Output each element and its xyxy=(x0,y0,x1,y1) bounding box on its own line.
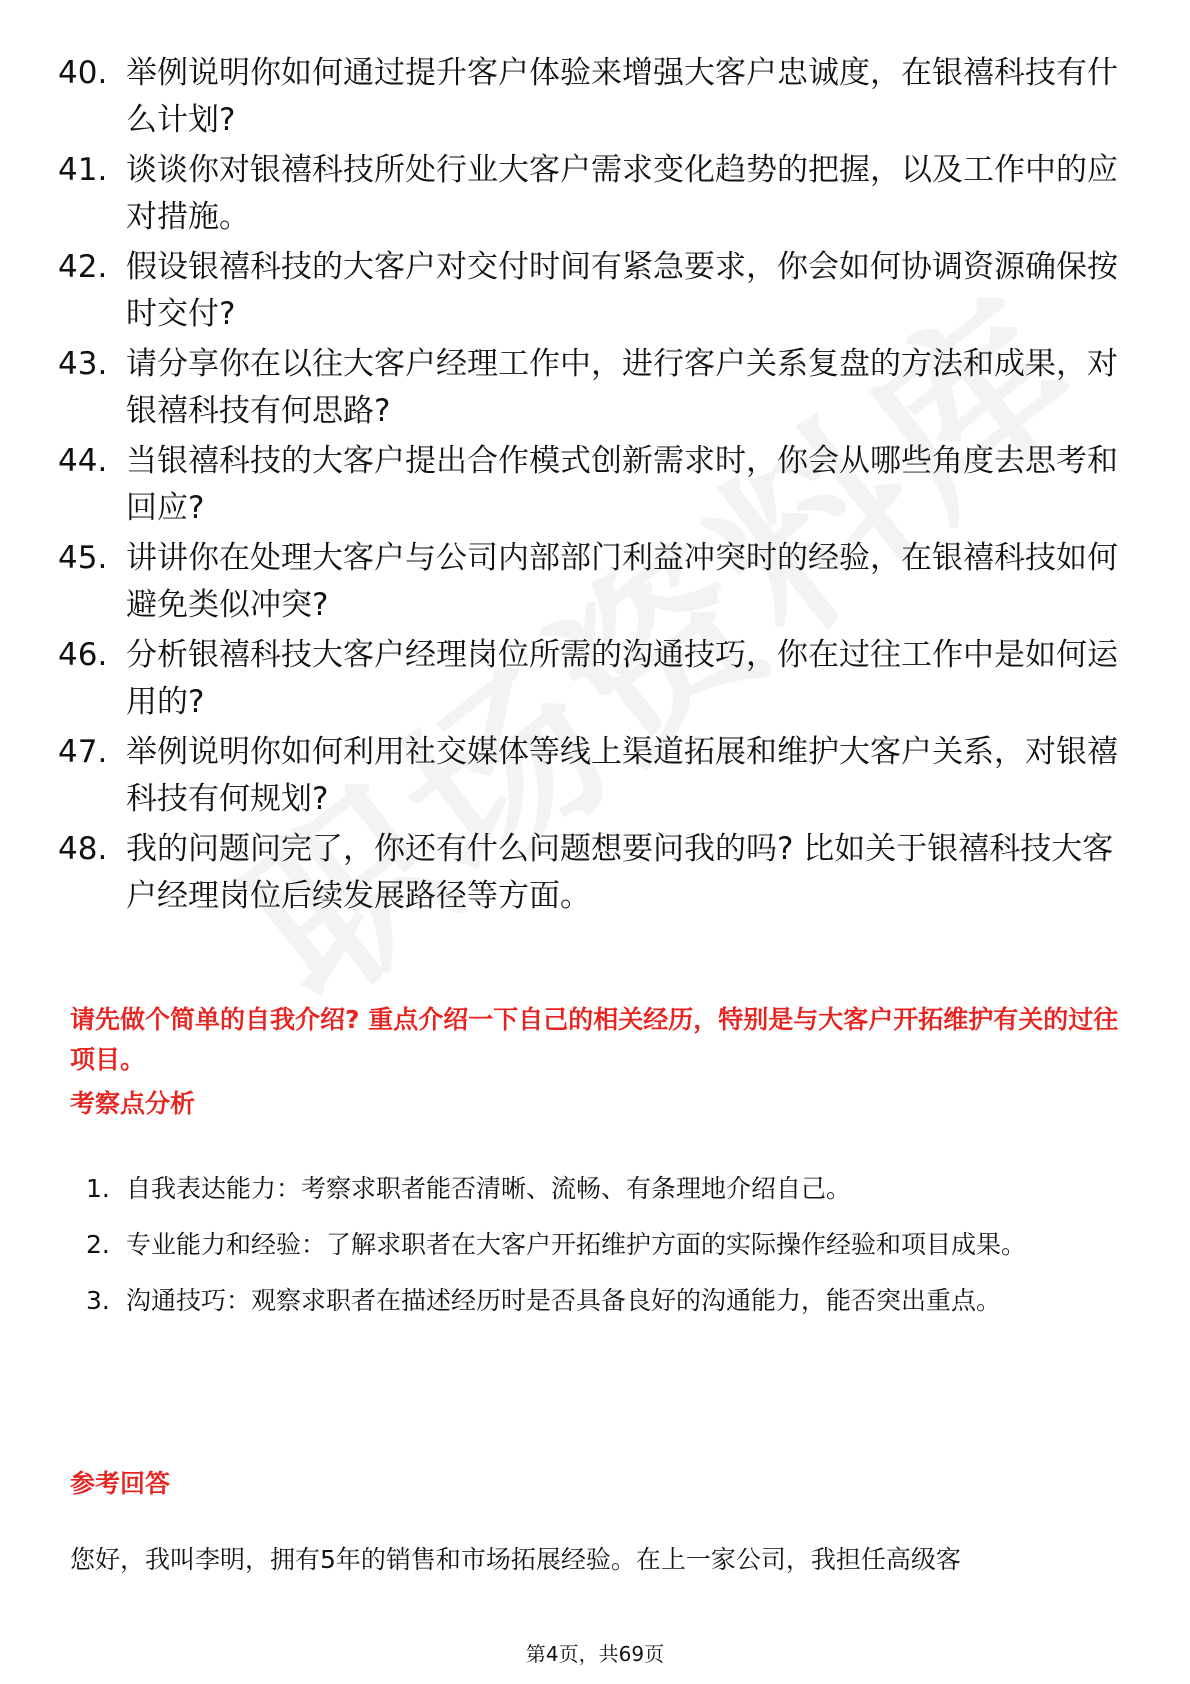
list-item xyxy=(58,147,1118,241)
question-text: 假设银禧科技的大客户对交付时间有紧急要求，你会如何协调资源确保按时交付? xyxy=(126,249,1118,332)
analysis-number: 3. xyxy=(86,1286,110,1315)
question-text: 谈谈你对银禧科技所处行业大客户需求变化趋势的把握，以及工作中的应对措施。 xyxy=(126,152,1118,235)
list-item xyxy=(58,632,1118,726)
question-number: 47. xyxy=(58,734,108,770)
analysis-text: 专业能力和经验：了解求职者在大客户开拓维护方面的实际操作经验和项目成果。 xyxy=(126,1230,1027,1259)
list-item xyxy=(86,1274,1106,1328)
question-number: 40. xyxy=(58,55,108,91)
list-item xyxy=(58,341,1118,435)
list-item xyxy=(86,1218,1106,1272)
analysis-text: 自我表达能力：考察求职者能否清晰、流畅、有条理地介绍自己。 xyxy=(126,1174,852,1203)
list-item xyxy=(86,1162,1106,1216)
answer-title: 参考回答 xyxy=(70,1469,171,1498)
question-number: 44. xyxy=(58,443,108,479)
list-item xyxy=(58,438,1118,532)
list-item xyxy=(58,535,1118,629)
list-item xyxy=(58,50,1118,144)
question-text: 讲讲你在处理大客户与公司内部部门利益冲突时的经验，在银禧科技如何避免类似冲突? xyxy=(126,540,1118,623)
question-text: 请分享你在以往大客户经理工作中，进行客户关系复盘的方法和成果，对银禧科技有何思路? xyxy=(126,346,1118,429)
question-text: 当银禧科技的大客户提出合作模式创新需求时，你会从哪些角度去思考和回应? xyxy=(126,443,1118,526)
analysis-number: 2. xyxy=(86,1230,110,1259)
question-list xyxy=(58,50,1118,923)
list-item xyxy=(58,244,1118,338)
list-item xyxy=(58,729,1118,823)
question-number: 48. xyxy=(58,831,108,867)
question-text: 举例说明你如何利用社交媒体等线上渠道拓展和维护大客户关系，对银禧科技有何规划? xyxy=(126,734,1118,817)
question-number: 43. xyxy=(58,346,108,382)
question-text: 举例说明你如何通过提升客户体验来增强大客户忠诚度，在银禧科技有什么计划? xyxy=(126,55,1118,138)
question-text: 我的问题问完了，你还有什么问题想要问我的吗? 比如关于银禧科技大客户经理岗位后续发展路径等方面。 xyxy=(126,831,1114,914)
page-footer: 第4页，共69页 xyxy=(525,1642,665,1666)
question-number: 45. xyxy=(58,540,108,576)
question-number: 46. xyxy=(58,637,108,673)
interview-question-heading: 请先做个简单的自我介绍? 重点介绍一下自己的相关经历，特别是与大客户开拓维护有关的过往项目。 xyxy=(70,1005,1119,1074)
question-text: 分析银禧科技大客户经理岗位所需的沟通技巧，你在过往工作中是如何运用的? xyxy=(126,637,1118,720)
analysis-number: 1. xyxy=(86,1174,110,1203)
answer-text: 您好，我叫李明，拥有5年的销售和市场拓展经验。在上一家公司，我担任高级客 xyxy=(70,1545,961,1574)
question-number: 42. xyxy=(58,249,108,285)
list-item xyxy=(58,826,1118,920)
analysis-text: 沟通技巧：观察求职者在描述经历时是否具备良好的沟通能力，能否突出重点。 xyxy=(126,1286,1002,1315)
analysis-list xyxy=(86,1162,1106,1330)
analysis-title: 考察点分析 xyxy=(70,1089,196,1118)
question-number: 41. xyxy=(58,152,108,188)
